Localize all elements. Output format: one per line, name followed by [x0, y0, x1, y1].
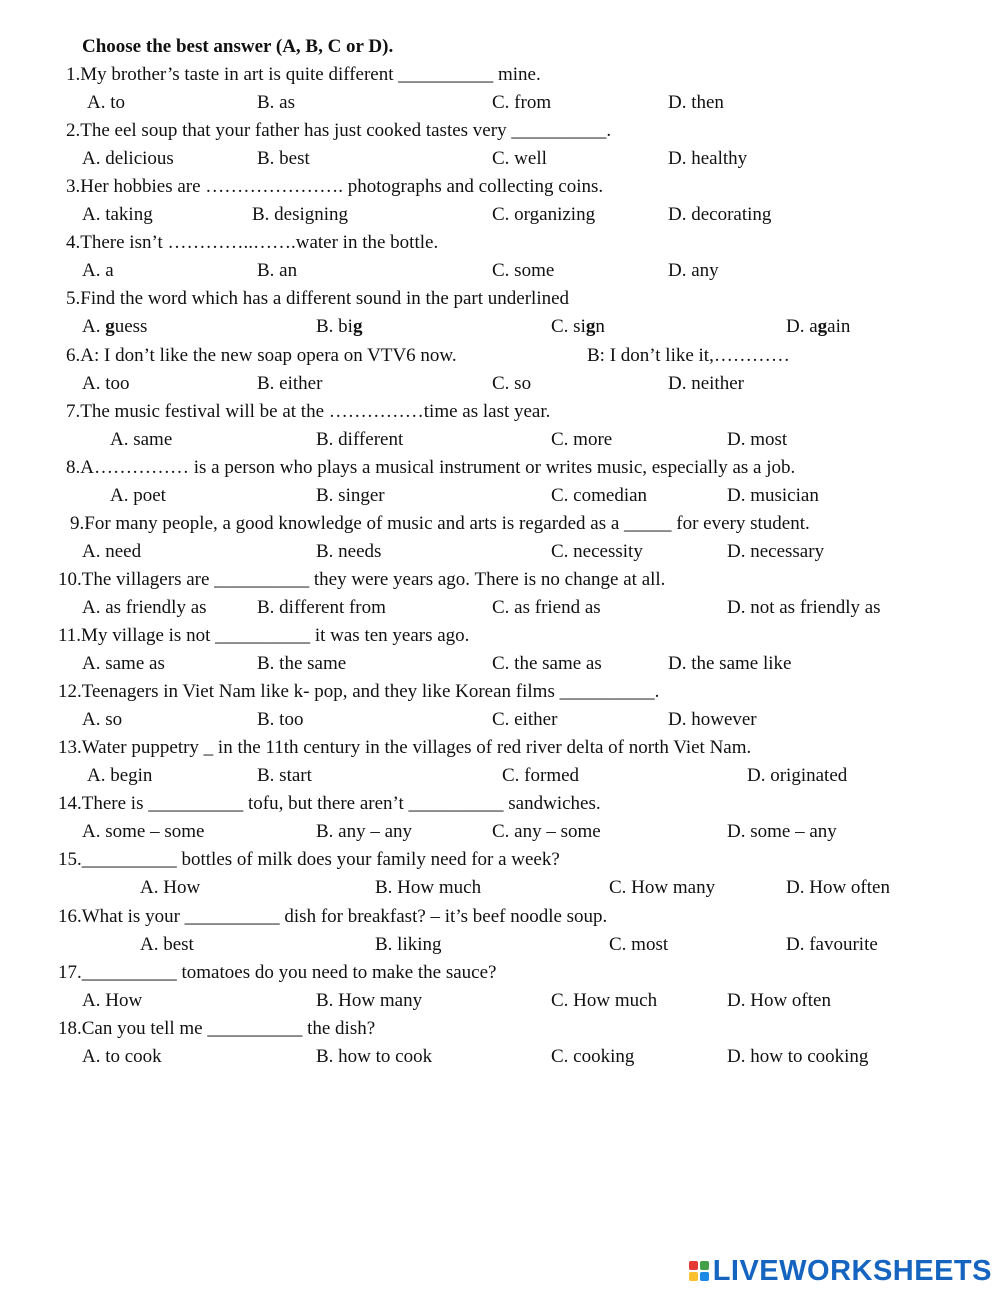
- question-14: 14.There is __________ tofu, but there aren’t __________ sandwiches.: [58, 793, 601, 815]
- option-text-part: n: [595, 316, 605, 338]
- question-6-option-b[interactable]: B. either: [257, 372, 323, 394]
- question-15-option-d[interactable]: D. How often: [786, 877, 890, 899]
- question-10-option-d[interactable]: D. not as friendly as: [727, 596, 881, 618]
- underlined-letter: g: [817, 316, 828, 338]
- question-7-option-d[interactable]: D. most: [727, 428, 788, 450]
- question-17-option-c[interactable]: C. How much: [551, 989, 658, 1011]
- question-8-option-c[interactable]: C. comedian: [551, 484, 648, 506]
- question-5-option-a[interactable]: [82, 316, 147, 338]
- question-11: 11.My village is not __________ it was ten years ago.: [58, 625, 470, 646]
- question-18-option-c[interactable]: C. cooking: [551, 1045, 635, 1067]
- question-16-option-b[interactable]: B. liking: [375, 933, 442, 955]
- logo-text: LIVEWORKSHEETS: [712, 1254, 992, 1287]
- question-5: 5.Find the word which has a different sound in the part underlined: [66, 288, 570, 310]
- logo-mark-icon: [689, 1261, 709, 1281]
- question-16-option-d[interactable]: D. favourite: [786, 933, 878, 955]
- question-11-option-b[interactable]: B. the same: [257, 653, 347, 674]
- question-2-option-a[interactable]: A. delicious: [82, 148, 174, 170]
- question-12-option-b[interactable]: B. too: [257, 709, 304, 731]
- underlined-letter: g: [105, 316, 115, 338]
- question-1-option-a[interactable]: A. to: [87, 92, 125, 113]
- logo-square-yellow: [689, 1272, 698, 1281]
- question-12: 12.Teenagers in Viet Nam like k- pop, and they like Korean films __________.: [58, 681, 660, 703]
- question-5-option-d[interactable]: [786, 316, 850, 338]
- question-2: 2.The eel soup that your father has just cooked tastes very __________.: [66, 120, 612, 142]
- question-17-option-b[interactable]: B. How many: [316, 989, 423, 1011]
- question-12-option-c[interactable]: C. either: [492, 709, 558, 731]
- question-7-option-b[interactable]: B. different: [316, 428, 404, 450]
- question-16-option-c[interactable]: C. most: [609, 933, 669, 955]
- question-11-option-c[interactable]: C. the same as: [492, 653, 602, 674]
- option-text-part: ain: [827, 316, 851, 338]
- question-1-option-d[interactable]: D. then: [668, 92, 724, 113]
- question-4-option-d[interactable]: D. any: [668, 260, 719, 282]
- question-9-option-a[interactable]: A. need: [82, 540, 142, 562]
- option-text-part: C. si: [551, 316, 586, 338]
- question-1-option-c[interactable]: C. from: [492, 92, 552, 113]
- question-9-option-c[interactable]: C. necessity: [551, 540, 643, 562]
- question-3-option-a[interactable]: A. taking: [82, 204, 153, 226]
- question-14-option-b[interactable]: B. any – any: [316, 821, 413, 843]
- question-13-option-d[interactable]: D. originated: [747, 765, 848, 787]
- question-5-option-b[interactable]: [316, 316, 362, 338]
- logo-square-green: [700, 1261, 709, 1270]
- question-13: 13.Water puppetry _ in the 11th century in the villages of red river delta of north Viet Nam.: [58, 737, 752, 759]
- question-11-option-a[interactable]: A. same as: [82, 653, 165, 674]
- question-4: 4.There isn’t …………..…….water in the bottle.: [66, 232, 439, 254]
- question-6-option-d[interactable]: D. neither: [668, 372, 744, 394]
- question-17: 17.__________ tomatoes do you need to make the sauce?: [58, 961, 497, 983]
- question-6-reply: B: I don’t like it,…………: [587, 344, 790, 366]
- question-18-option-d[interactable]: D. how to cooking: [727, 1045, 869, 1067]
- question-15-option-b[interactable]: B. How much: [375, 877, 482, 899]
- question-16-option-a[interactable]: A. best: [140, 933, 194, 955]
- question-6-option-c[interactable]: C. so: [492, 372, 532, 394]
- question-6: 6.A: I don’t like the new soap opera on VTV6 now.: [66, 344, 457, 366]
- question-18-option-a[interactable]: A. to cook: [82, 1045, 162, 1067]
- question-17-option-d[interactable]: D. How often: [727, 989, 831, 1011]
- question-8-option-a[interactable]: A. poet: [110, 484, 166, 506]
- question-4-option-b[interactable]: B. an: [257, 260, 298, 282]
- underlined-letter: g: [585, 316, 596, 338]
- question-18-option-b[interactable]: B. how to cook: [316, 1045, 433, 1067]
- question-3-option-d[interactable]: D. decorating: [668, 204, 772, 226]
- option-text-part: B. bi: [316, 316, 353, 338]
- question-17-option-a[interactable]: A. How: [82, 989, 143, 1011]
- underlined-letter: g: [352, 316, 363, 338]
- question-15-option-c[interactable]: C. How many: [609, 877, 716, 899]
- question-4-option-c[interactable]: C. some: [492, 260, 555, 282]
- question-7-option-c[interactable]: C. more: [551, 428, 613, 450]
- liveworksheets-logo: [689, 1256, 992, 1286]
- question-2-option-d[interactable]: D. healthy: [668, 148, 748, 170]
- question-7: 7.The music festival will be at the ……………time as last year.: [66, 400, 551, 422]
- question-2-option-b[interactable]: B. best: [257, 148, 310, 170]
- question-12-option-a[interactable]: A. so: [82, 709, 123, 731]
- question-2-option-c[interactable]: C. well: [492, 148, 547, 170]
- question-8-option-b[interactable]: B. singer: [316, 484, 385, 506]
- question-11-option-d[interactable]: D. the same like: [668, 653, 792, 674]
- question-3-option-c[interactable]: C. organizing: [492, 204, 596, 226]
- question-1: 1.My brother’s taste in art is quite different __________ mine.: [66, 64, 541, 85]
- question-14-option-d[interactable]: D. some – any: [727, 821, 837, 843]
- question-14-option-c[interactable]: C. any – some: [492, 821, 601, 843]
- question-8-option-d[interactable]: D. musician: [727, 484, 819, 506]
- question-10-option-b[interactable]: B. different from: [257, 596, 386, 618]
- option-text-part: A.: [82, 316, 106, 338]
- question-15: 15.__________ bottles of milk does your family need for a week?: [58, 849, 560, 871]
- question-3: 3.Her hobbies are …………………. photographs and collecting coins.: [66, 176, 604, 198]
- question-7-option-a[interactable]: A. same: [110, 428, 173, 450]
- question-9-option-d[interactable]: D. necessary: [727, 540, 825, 562]
- question-10-option-c[interactable]: C. as friend as: [492, 596, 601, 618]
- question-5-option-c[interactable]: [551, 316, 605, 338]
- question-6-option-a[interactable]: A. too: [82, 372, 130, 394]
- question-10-option-a[interactable]: A. as friendly as: [82, 596, 207, 618]
- question-4-option-a[interactable]: A. a: [82, 260, 114, 282]
- option-text-part: D. a: [786, 316, 818, 338]
- question-10: 10.The villagers are __________ they were years ago. There is no change at all.: [58, 568, 666, 590]
- question-13-option-b[interactable]: B. start: [257, 765, 312, 787]
- question-9: 9.For many people, a good knowledge of music and arts is regarded as a _____ for every student.: [70, 512, 810, 534]
- question-13-option-c[interactable]: C. formed: [502, 765, 580, 787]
- question-8: 8.A…………… is a person who plays a musical instrument or writes music, especially as a job.: [66, 456, 796, 478]
- question-12-option-d[interactable]: D. however: [668, 709, 757, 731]
- logo-square-blue: [700, 1272, 709, 1281]
- question-9-option-b[interactable]: B. needs: [316, 540, 382, 562]
- logo-square-red: [689, 1261, 698, 1270]
- page-title: Choose the best answer (A, B, C or D).: [82, 36, 394, 57]
- question-1-option-b[interactable]: B. as: [257, 92, 295, 113]
- question-18: 18.Can you tell me __________ the dish?: [58, 1017, 376, 1039]
- question-3-option-b[interactable]: B. designing: [252, 204, 349, 226]
- question-13-option-a[interactable]: A. begin: [87, 765, 153, 787]
- question-16: 16.What is your __________ dish for breakfast? – it’s beef noodle soup.: [58, 905, 608, 927]
- question-15-option-a[interactable]: A. How: [140, 877, 201, 899]
- option-text-part: uess: [114, 316, 148, 338]
- question-14-option-a[interactable]: A. some – some: [82, 821, 205, 843]
